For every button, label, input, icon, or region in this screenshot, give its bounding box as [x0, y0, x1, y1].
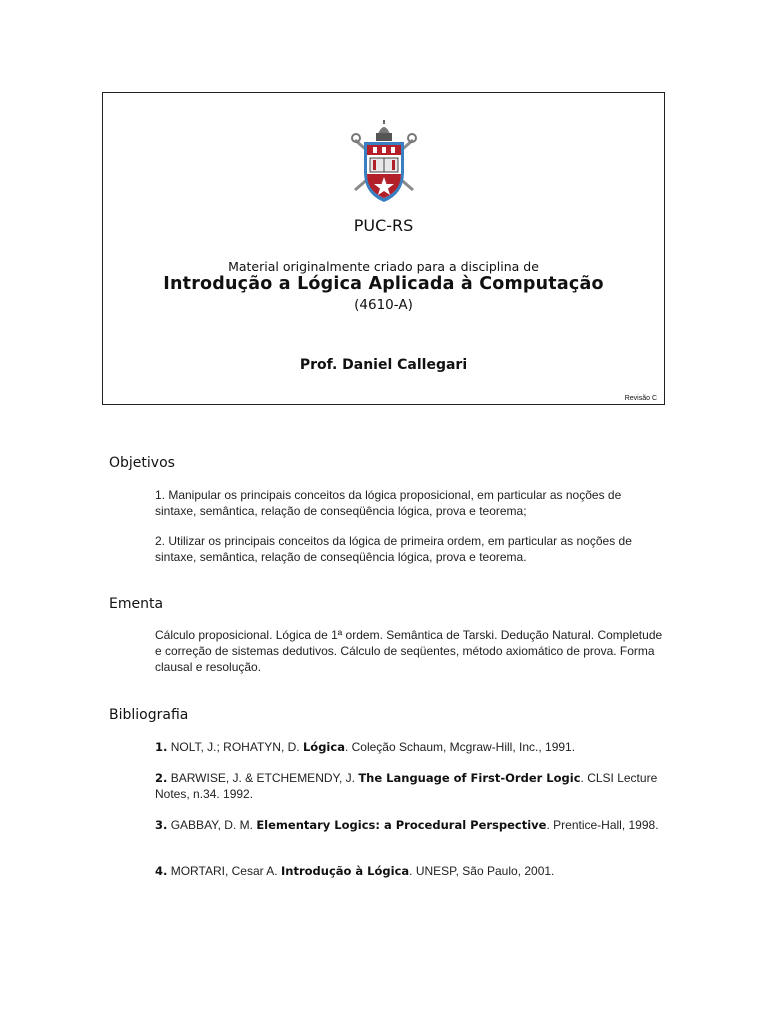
bib-ref-number: 1. [155, 740, 168, 754]
bib-ref-1 [155, 739, 665, 755]
course-code: (4610-A) [354, 297, 413, 313]
bib-ref-authors: NOLT, J.; ROHATYN, D. [170, 740, 300, 754]
bib-ref-number: 3. [155, 818, 168, 832]
bib-ref-number: 4. [155, 864, 168, 878]
bib-ref-number: 2. [155, 771, 168, 785]
ementa-text: Cálculo proposicional. Lógica de 1ª ordem. Semântica de Tarski. Dedução Natural. Completude e correção de sistemas dedutivos. Cálculo de seqüentes, método axiomático de prova. Forma clausal e resolução. [155, 628, 663, 674]
revision-label: Revisão C [624, 395, 657, 402]
bib-ref-authors: GABBAY, D. M. [170, 818, 253, 832]
bib-ref-title: Introdução à Lógica [280, 864, 410, 878]
cover-subtitle: Material originalmente criado para a disciplina de [228, 259, 539, 274]
bib-ref-rest: . Prentice-Hall, 1998. [546, 818, 659, 832]
bib-ref-authors: BARWISE, J. & ETCHEMENDY, J. [170, 771, 355, 785]
bib-ref-2 [155, 770, 665, 802]
puc-crest-icon [351, 120, 417, 204]
bib-ref-title: The Language of First-Order Logic [358, 771, 581, 785]
bib-ref-title: Elementary Logics: a Procedural Perspective [256, 818, 547, 832]
bib-ref-4 [155, 863, 665, 879]
professor-name: Prof. Daniel Callegari [299, 357, 468, 373]
course-title: Introdução a Lógica Aplicada à Computação [163, 274, 604, 294]
section-heading-bibliografia: Bibliografia [109, 707, 189, 723]
bib-ref-rest: . UNESP, São Paulo, 2001. [409, 864, 555, 878]
objetivo-item-2: 2. Utilizar os principais conceitos da lógica de primeira ordem, em particular as noções de sintaxe, semântica, relação de conseqüência lógica, prova e teorema. [155, 534, 632, 564]
bib-ref-rest: . Coleção Schaum, Mcgraw-Hill, Inc., 1991. [344, 740, 576, 754]
cover-box [102, 92, 665, 405]
section-heading-ementa: Ementa [109, 596, 164, 612]
institution-name: PUC-RS [353, 216, 414, 235]
bib-ref-title: Lógica [302, 740, 345, 754]
bib-ref-3 [155, 817, 665, 833]
bib-ref-authors: MORTARI, Cesar A. [170, 864, 278, 878]
bib-ref-rest: . CLSI Lecture Notes, n.34. 1992. [155, 771, 658, 801]
objetivo-item-1: 1. Manipular os principais conceitos da lógica proposicional, em particular as noções de sintaxe, semântica, relação de conseqüência lógica, prova e teorema; [155, 488, 622, 518]
section-heading-objetivos: Objetivos [109, 455, 175, 471]
